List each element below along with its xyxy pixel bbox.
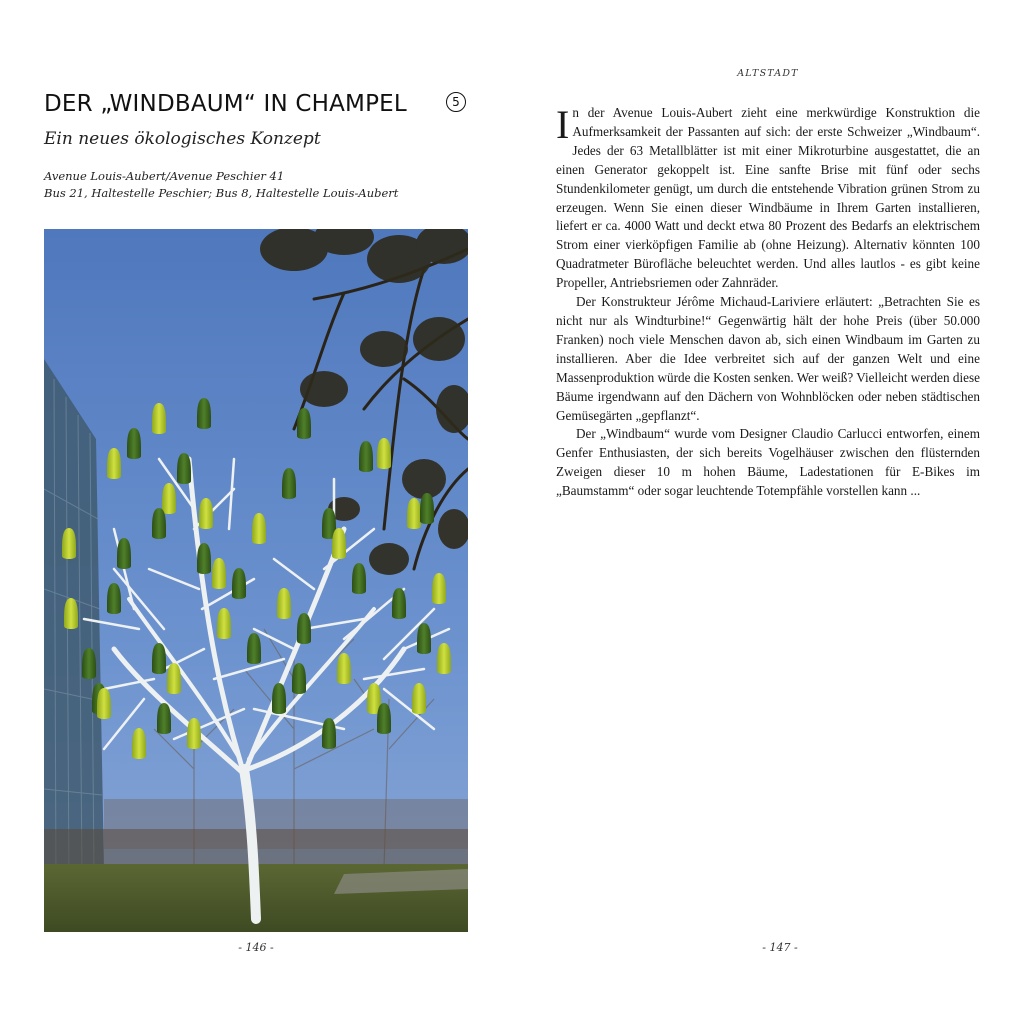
- page-subtitle: Ein neues ökologisches Konzept: [44, 129, 321, 149]
- paragraph-1: [556, 104, 980, 293]
- site-number-badge: 5: [446, 92, 466, 112]
- address-line: Avenue Louis-Aubert/Avenue Peschier 41: [44, 169, 285, 183]
- address-block: [44, 168, 398, 202]
- body-text: [556, 104, 980, 501]
- running-head: ALTSTADT: [737, 68, 799, 79]
- paragraph-1-text: n der Avenue Louis-Aubert zieht eine merkwürdige Konstruktion die Aufmerksamkeit der Passanten auf sich: der erste Schweizer „Windbaum“. Jedes der 63 Metallblätter ist mit einer Mikroturbine ausgestattet, die an einen Generator gekoppelt ist. Eine sanfte Brise mit fünf oder sechs Stundenkilometer genügt, um durch die entstehende Vibration grünen Strom zu erzeugen. Wenn Sie einen dieser Windbäume in Ihrem Garten installieren, liefert er ca. 4000 Watt und deckt etwa 80 Prozent des Bedarfs an elektrischem Strom einer vierköpfigen Familie ab (ohne Heizung). Alternativ könnten 100 Quadratmeter Bürofläche beleuchtet werden. Und alles lautlos - es gibt keine Propeller, Antriebsriemen oder Zahnräder.: [556, 105, 980, 291]
- page-title: DER „WINDBAUM“ IN CHAMPEL: [44, 91, 407, 117]
- right-page: [512, 0, 1024, 1024]
- transit-line: Bus 21, Haltestelle Peschier; Bus 8, Haltestelle Louis-Aubert: [44, 186, 399, 200]
- drop-cap: I: [556, 102, 570, 147]
- paragraph-2: Der Konstrukteur Jérôme Michaud-Lariviere erläutert: „Betrachten Sie es nicht nur als Windturbine!“ Gegenwärtig hält der hohe Preis (über 50.000 Franken) noch viele Menschen davon ab, sich einen Windbaum im Garten zu installieren. Aber die Idee verbreitet sich auf der ganzen Welt und eine Massenproduktion würde die Kosten senken. Wer weiß? Vielleicht werden diese Bäume irgendwann auf den Dächern von Wohnblöcken oder neben städtischen Gemüsegärten „gepflanzt“.: [556, 294, 980, 423]
- paragraph-3: Der „Windbaum“ wurde vom Designer Claudio Carlucci entworfen, einem Genfer Enthusiasten, der sich bereits Vogelhäuser zwischen den flüsternden Zweigen dieser 10 m hohen Bäume, Ladestationen für E-Bikes im „Baumstamm“ oder sogar leuchtende Totempfähle vorstellen kann ...: [556, 426, 980, 499]
- page-number-right: - 147 -: [762, 941, 798, 954]
- windbaum-photo: [44, 229, 468, 932]
- page-number-left: - 146 -: [238, 941, 274, 954]
